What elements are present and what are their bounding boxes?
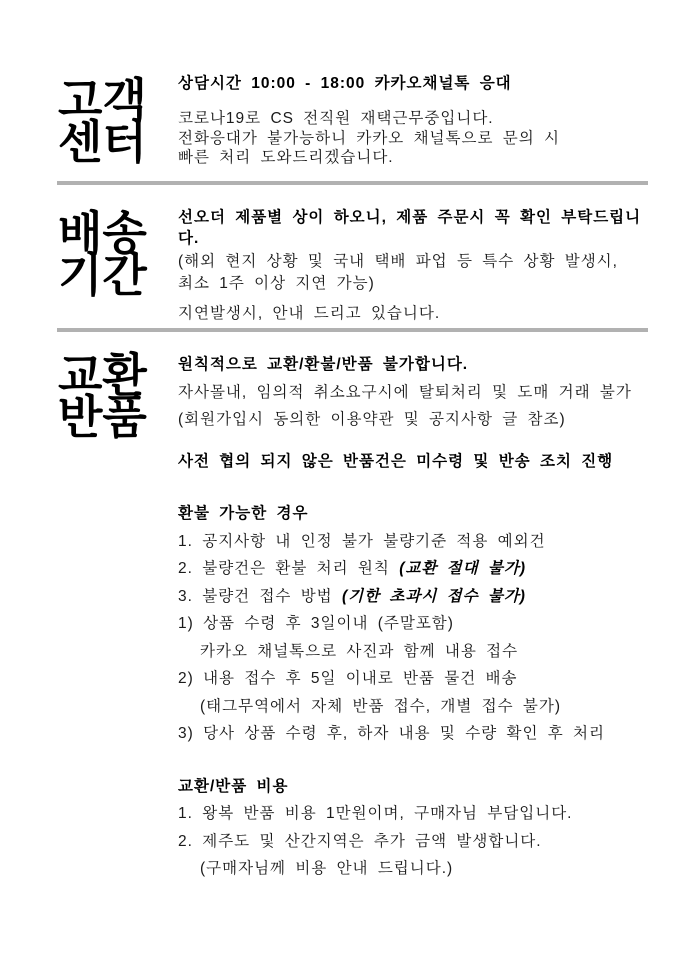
refund-step-line — [178, 665, 660, 693]
title-line-2: 반품 — [58, 391, 147, 443]
title-line-1: 교환 — [58, 349, 147, 401]
paragraph-line: 전화응대가 불가능하니 카카오 채널톡으로 문의 시 — [178, 129, 560, 147]
line-text: 1) 상품 수령 후 3일이내 (주말포함) — [178, 615, 454, 632]
section-title — [58, 74, 178, 168]
refund-rule-line — [178, 528, 660, 556]
line-text: 3. 불량건 접수 방법 — [178, 587, 342, 605]
returns-intro-line: (회원가입시 동의한 이용약관 및 공지사항 글 참조) — [178, 411, 566, 428]
spacer — [178, 748, 660, 773]
section-customer-center — [58, 70, 660, 168]
title-line-2: 센터 — [58, 116, 147, 168]
customer-center-title — [58, 70, 178, 168]
line-emphasis: (교환 절대 불가) — [399, 560, 526, 577]
line-text: 1. 공지사항 내 인정 불가 불량기준 적용 예외건 — [178, 532, 546, 550]
paragraph-line: 지연발생시, 안내 드리고 있습니다. — [178, 305, 441, 322]
cost-line — [178, 828, 660, 856]
shipping-period-content — [178, 206, 660, 325]
section-shipping-period — [58, 206, 660, 325]
section-divider — [57, 181, 648, 185]
section-exchange-return — [58, 351, 660, 883]
paragraph-line: 최소 1주 이상 지연 가능) — [178, 275, 375, 292]
customer-hours-headline: 상담시간 10:00 - 18:00 카카오채널톡 응대 — [178, 75, 512, 92]
cost-heading: 교환/반품 비용 — [178, 777, 289, 795]
title-line-2: 기간 — [58, 249, 147, 301]
title-line-1: 고객 — [58, 74, 147, 126]
section-title — [58, 207, 178, 301]
exchange-return-title — [58, 351, 178, 883]
shipping-period-title — [58, 206, 178, 325]
cost-line — [178, 800, 660, 828]
spacer — [178, 475, 660, 500]
refund-step-line — [178, 610, 660, 638]
line-text: 2. 제주도 및 산간지역은 추가 금액 발생합니다. — [178, 832, 542, 850]
refund-cases-heading: 환불 가능한 경우 — [178, 505, 309, 522]
line-emphasis: (기한 초과시 접수 불가) — [341, 587, 526, 605]
refund-step-line — [178, 720, 660, 748]
cost-line — [178, 855, 660, 883]
line-text: 2. 불량건은 환불 처리 원칙 — [178, 560, 400, 577]
shipping-warning-headline: 선오더 제품별 상이 하오니, 제품 주문시 꼭 확인 부탁드립니다. — [178, 209, 642, 247]
refund-step-line — [178, 638, 660, 666]
line-text: (구매자님께 비용 안내 드립니다.) — [200, 860, 454, 877]
refund-rule-line — [178, 555, 660, 583]
line-text: 1. 왕복 반품 비용 1만원이며, 구매자님 부담입니다. — [178, 805, 573, 822]
line-text: 3) 당사 상품 수령 후, 하자 내용 및 수량 확인 후 처리 — [178, 725, 605, 742]
section-divider — [57, 328, 648, 332]
customer-info-paragraph — [178, 109, 660, 168]
exchange-return-content — [178, 351, 660, 883]
returns-intro-line: 자사몰내, 임의적 취소요구시에 탈퇴처리 및 도매 거래 불가 — [178, 383, 632, 401]
returns-policy-headline: 원칙적으로 교환/환불/반품 불가합니다. — [178, 356, 469, 373]
line-text: 2) 내용 접수 후 5일 이내로 반품 물건 배송 — [178, 670, 518, 687]
title-line-1: 배송 — [58, 207, 147, 259]
line-text: (태그무역에서 자체 반품 접수, 개별 접수 불가) — [200, 697, 561, 715]
customer-center-content — [178, 70, 660, 168]
spacer — [178, 434, 660, 448]
paragraph-line: 빠른 처리 도와드리겠습니다. — [178, 149, 394, 166]
line-text: 카카오 채널톡으로 사진과 함께 내용 접수 — [200, 642, 519, 660]
returns-notice-line: 사전 협의 되지 않은 반품건은 미수령 및 반송 조치 진행 — [178, 452, 614, 470]
refund-step-line — [178, 693, 660, 721]
refund-rule-line — [178, 583, 660, 611]
shipping-notice-paragraph — [178, 303, 660, 325]
section-title — [58, 349, 178, 443]
paragraph-line: 코로나19로 CS 전직원 재택근무중입니다. — [178, 110, 494, 127]
shipping-delay-paragraph — [178, 251, 660, 295]
paragraph-line: (해외 현지 상황 및 국내 택배 파업 등 특수 상황 발생시, — [178, 253, 618, 270]
